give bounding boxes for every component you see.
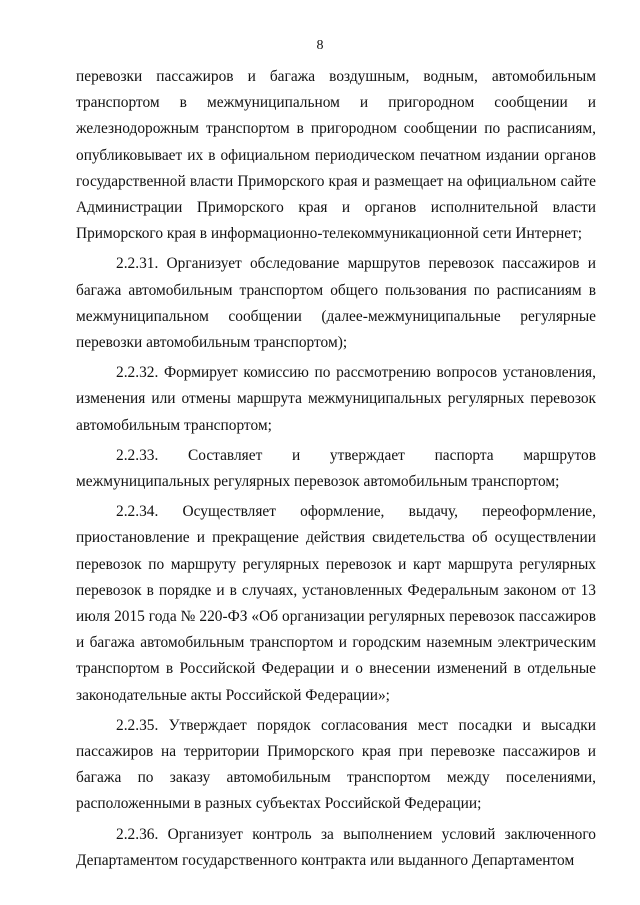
paragraph-2-2-31: 2.2.31. Организует обследование маршрутов перевозок пассажиров и багажа автомобильным транспортом общего пользования по расписаниям в межмуниципальном сообщении (далее-межмуниципальные регулярные перевозки автомобильным транспортом); [76, 255, 596, 352]
paragraph-continuation: перевозки пассажиров и багажа воздушным, водным, автомобильным транспортом в межмуниципальном и пригородном сообщении и железнодорожным транспортом в пригородном сообщении по расписаниям, опубликовывает их в официальном периодическом печатном издании органов государственной власти Приморского края и размещает на официальном сайте Администрации Приморского края и органов исполнительной власти Приморского края в информационно-телекоммуникационной сети Интернет; [76, 68, 596, 243]
paragraph-2-2-36: 2.2.36. Организует контроль за выполнением условий заключенного Департаментом государственного контракта или выданного Департаментом [76, 825, 596, 869]
paragraph-2-2-35: 2.2.35. Утверждает порядок согласования мест посадки и высадки пассажиров на территории Приморского края при перевозке пассажиров и багажа по заказу автомобильным транспортом между поселениями, расположенными в разных субъектах Российской Федерации; [76, 716, 596, 813]
paragraph-2-2-32: 2.2.32. Формирует комиссию по рассмотрению вопросов установления, изменения или отмены маршрута межмуниципальных регулярных перевозок автомобильным транспортом; [76, 364, 596, 434]
document-body [76, 64, 596, 874]
page-number: 8 [316, 38, 324, 53]
paragraph-2-2-33: 2.2.33. Составляет и утверждает паспорта маршрутов межмуниципальных регулярных перевозок автомобильным транспортом; [76, 446, 596, 491]
paragraph-2-2-34: 2.2.34. Осуществляет оформление, выдачу, переоформление, приостановление и прекращение действия свидетельства об осуществлении перевозок по маршруту регулярных перевозок и карт маршрута регулярных перевозок в порядке и в случаях, установленных Федеральным законом от 13 июля 2015 года № 220-ФЗ «Об организации регулярных перевозок пассажиров и багажа автомобильным транспортом и городским наземным электрическим транспортом в Российской Федерации и о внесении изменений в отдельные законодательные акты Российской Федерации»; [76, 503, 596, 704]
